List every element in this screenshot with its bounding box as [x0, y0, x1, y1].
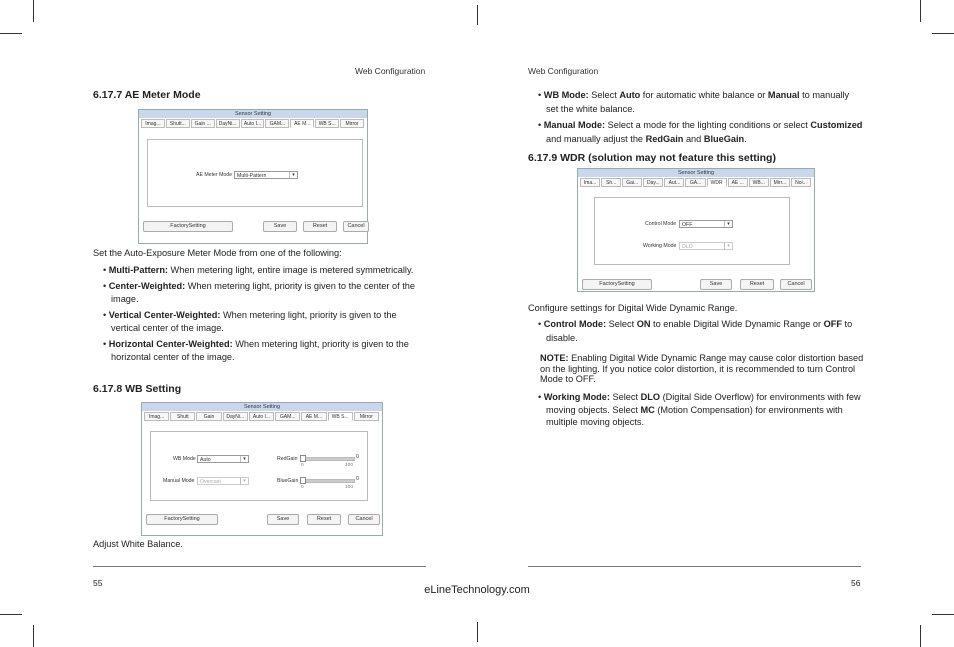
bold-term: Working Mode:: [543, 392, 610, 402]
footer-rule: [528, 566, 861, 567]
bold-term: Customized: [810, 120, 863, 130]
body-text: and manually adjust the: [546, 133, 646, 144]
tab-auto-iris[interactable]: Aut...: [664, 178, 684, 187]
page-header: Web Configuration: [528, 66, 599, 76]
select-value: Multi-Pattern: [237, 173, 267, 179]
tab-gamma[interactable]: GA...: [685, 178, 705, 187]
bold-term: DLO: [640, 392, 661, 402]
wb-mode-list: [538, 89, 863, 146]
crop-mark: [0, 614, 22, 615]
tab-shutter[interactable]: Sh...: [601, 178, 621, 187]
tab-ae-meter[interactable]: AE M...: [290, 119, 314, 128]
tab-image[interactable]: Ima...: [580, 178, 600, 187]
bold-term: Auto: [619, 90, 641, 100]
crop-mark: [932, 33, 954, 34]
bold-term: NOTE:: [540, 353, 569, 363]
body-text: Select: [609, 392, 641, 402]
list-item: • Multi-Pattern: When metering light, entire image is metered symmetrically.: [103, 265, 414, 275]
tab-gain[interactable]: Gai...: [622, 178, 642, 187]
crop-mark: [920, 625, 921, 647]
bullet-text: When metering light, entire image is metered symmetrically.: [167, 265, 414, 275]
tab-mirror[interactable]: Mirror: [340, 119, 364, 128]
blue-gain-label: BlueGain: [277, 478, 299, 484]
intro-text: Set the Auto-Exposure Meter Mode from one of the following:: [93, 248, 342, 258]
factory-setting-button[interactable]: FactorySetting: [143, 221, 233, 232]
tab-day-night[interactable]: Day...: [643, 178, 663, 187]
crop-mark: [477, 622, 478, 642]
save-button[interactable]: Save: [700, 279, 732, 290]
bold-term: Manual: [767, 90, 800, 100]
body-text: .: [744, 133, 747, 144]
select-value: Auto: [200, 457, 211, 463]
bold-term: Manual Mode:: [543, 120, 606, 130]
bold-term: ON: [636, 319, 651, 329]
sensor-setting-dialog: [141, 402, 383, 536]
list-item: • Manual Mode: Select a mode for the lighting conditions or select Customized and manually adjust the RedGain and BlueGain.: [538, 120, 863, 144]
section-title: 6.17.9 WDR (solution may not feature this setting): [528, 152, 776, 164]
select-value: Overcast: [200, 479, 221, 485]
tab-bar: [144, 412, 380, 421]
chevron-down-icon: ▾: [289, 172, 297, 178]
list-item: • Center-Weighted: When metering light, priority is given to the center of the image.: [103, 280, 415, 304]
body-text: Select: [588, 90, 620, 100]
bullet-text: When metering light, priority is given to the center of the image.: [111, 280, 415, 304]
body-text: (Digital Side Overflow) for environments with few moving objects. Select: [546, 392, 861, 415]
ae-mode-list: [103, 264, 428, 365]
select-value: DLO: [682, 244, 693, 250]
crop-mark: [33, 0, 34, 22]
list-item: • Horizontal Center-Weighted: When metering light, priority is given to the horizontal center of the image.: [103, 338, 409, 362]
tab-auto-iris[interactable]: Auto I...: [241, 119, 265, 128]
bold-term: BlueGain: [703, 133, 745, 144]
bullet-term: Horizontal Center-Weighted:: [108, 338, 233, 349]
tab-auto-iris[interactable]: Auto I...: [249, 412, 274, 421]
red-gain-max: 100: [345, 463, 354, 468]
tab-gain[interactable]: Gain: [196, 412, 221, 421]
bold-term: Control Mode:: [543, 319, 607, 329]
sensor-setting-dialog: [138, 109, 368, 244]
body-text: Enabling Digital Wide Dynamic Range may cause color distortion based on the lighting. If you notice color distortion, it is recommended to turn Control Mode to OFF.: [540, 353, 864, 384]
dialog-title: Sensor Setting: [139, 110, 367, 118]
sensor-setting-dialog: [577, 168, 815, 292]
body-text: (Motion Compensation) for environments with multiple moving objects.: [546, 404, 843, 427]
manual-mode-label: Manual Mode: [163, 478, 195, 484]
bold-term: RedGain: [645, 133, 684, 144]
reset-button[interactable]: Reset: [307, 514, 341, 525]
tab-bar: [580, 178, 812, 187]
list-item: • WB Mode: Select Auto for automatic white balance or Manual to manually set the white balance.: [538, 90, 850, 114]
blue-gain-value: 0: [356, 476, 359, 482]
cancel-button[interactable]: Cancel: [780, 279, 812, 290]
tab-image[interactable]: Imag...: [144, 412, 169, 421]
tab-shutter[interactable]: Shutt: [170, 412, 195, 421]
save-button[interactable]: Save: [267, 514, 299, 525]
bold-term: WB Mode:: [543, 90, 589, 100]
body-text: to manually set the white balance.: [546, 90, 850, 114]
crop-mark: [0, 33, 22, 34]
wb-mode-label: WB Mode: [173, 456, 196, 462]
tab-wb-setting[interactable]: WB S...: [328, 412, 353, 421]
section-title: 6.17.7 AE Meter Mode: [93, 89, 201, 101]
tab-gamma[interactable]: GAM...: [275, 412, 300, 421]
crop-mark: [477, 5, 478, 25]
body-text: for automatic white balance or: [640, 90, 768, 100]
tab-shutter[interactable]: Shutt...: [166, 119, 190, 128]
blue-gain-min: 0: [301, 485, 304, 490]
cancel-button[interactable]: Cancel: [348, 514, 380, 525]
body-text: Select a mode for the lighting conditions or select: [605, 120, 811, 130]
crop-mark: [920, 0, 921, 22]
working-mode-label: Working Mode: [643, 243, 677, 249]
bullet-term: Vertical Center-Weighted:: [108, 309, 221, 320]
blue-gain-slider[interactable]: [301, 479, 355, 483]
manual-mode-select[interactable]: [197, 477, 249, 485]
tab-wb-setting[interactable]: WB S...: [315, 119, 339, 128]
save-button[interactable]: Save: [263, 221, 297, 232]
factory-setting-button[interactable]: FactorySetting: [582, 279, 652, 290]
chevron-down-icon: ▾: [724, 243, 732, 249]
settings-panel: [594, 197, 790, 265]
body-text: Select: [606, 319, 637, 329]
body-text: to disable.: [546, 319, 853, 343]
tab-wdr[interactable]: WDR: [707, 178, 727, 187]
bold-term: MC: [640, 404, 655, 415]
tab-mirror[interactable]: Mirr...: [770, 178, 790, 187]
tab-day-night[interactable]: DayNi...: [216, 119, 240, 128]
reset-button[interactable]: Reset: [740, 279, 774, 290]
tab-noise[interactable]: Noi...: [791, 178, 811, 187]
ae-meter-mode-select[interactable]: [234, 171, 298, 179]
blue-gain-max: 100: [345, 485, 354, 490]
settings-panel: [150, 431, 368, 501]
intro-text: Configure settings for Digital Wide Dynamic Range.: [528, 303, 738, 313]
red-gain-min: 0: [301, 463, 304, 468]
page-number: 55: [93, 578, 103, 588]
tab-image[interactable]: Imag...: [141, 119, 165, 128]
note-text: [540, 353, 865, 385]
slider-handle[interactable]: [300, 455, 306, 462]
tab-gain[interactable]: Gain ...: [191, 119, 215, 128]
footer-website: eLineTechnology.com: [424, 584, 530, 596]
dialog-title: Sensor Setting: [578, 169, 814, 177]
red-gain-slider[interactable]: [301, 457, 355, 461]
page-number: 56: [851, 578, 861, 588]
footer-rule: [93, 566, 426, 567]
red-gain-value: 0: [356, 454, 359, 460]
tab-ae-meter[interactable]: AE ...: [728, 178, 748, 187]
crop-mark: [33, 625, 34, 647]
body-text: to enable Digital Wide Dynamic Range or: [650, 319, 824, 329]
tab-gamma[interactable]: GAM...: [265, 119, 289, 128]
red-gain-label: RedGain: [277, 456, 298, 462]
chevron-down-icon: ▾: [724, 221, 732, 227]
tab-day-night[interactable]: DayNi...: [223, 412, 248, 421]
bullet-term: Multi-Pattern:: [108, 265, 168, 275]
slider-handle[interactable]: [300, 477, 306, 484]
factory-setting-button[interactable]: FactorySetting: [146, 514, 218, 525]
body-text: and: [683, 133, 704, 144]
crop-mark: [932, 614, 954, 615]
control-mode-label: Control Mode: [645, 221, 677, 227]
bullet-term: Center-Weighted:: [108, 280, 186, 291]
wb-mode-select[interactable]: [197, 455, 249, 463]
list-item: • Vertical Center-Weighted: When metering light, priority is given to the vertical center of the image.: [103, 309, 397, 333]
dialog-title: Sensor Setting: [142, 403, 382, 411]
bold-term: OFF: [823, 319, 842, 329]
page-header: Web Configuration: [355, 66, 426, 76]
section-title: 6.17.8 WB Setting: [93, 383, 182, 395]
working-mode-bullet: • Working Mode: Select DLO (Digital Side Overflow) for environments with few moving objects. Select MC (Motion Compensation) for environments with multiple moving objects.: [538, 392, 861, 427]
cancel-button[interactable]: Cancel: [343, 221, 369, 232]
select-value: OFF: [682, 222, 693, 228]
control-mode-bullet: • Control Mode: Select ON to enable Digital Wide Dynamic Range or OFF to disable.: [538, 319, 853, 343]
tab-mirror[interactable]: Mirror: [354, 412, 379, 421]
working-mode-select[interactable]: [679, 242, 733, 250]
settings-panel: [147, 139, 363, 207]
control-mode-select[interactable]: [679, 220, 733, 228]
tab-bar: [141, 119, 365, 128]
chevron-down-icon: ▾: [240, 478, 248, 484]
caption-text: Adjust White Balance.: [93, 539, 183, 549]
chevron-down-icon: ▾: [240, 456, 248, 462]
tab-ae-meter[interactable]: AE M...: [301, 412, 326, 421]
reset-button[interactable]: Reset: [303, 221, 337, 232]
bullet-text: When metering light, priority is given to the horizontal center of the image.: [111, 338, 409, 362]
tab-wb-setting[interactable]: WB...: [749, 178, 769, 187]
bullet-text: When metering light, priority is given to the vertical center of the image.: [111, 309, 397, 333]
ae-meter-mode-label: AE Meter Mode: [196, 172, 233, 178]
